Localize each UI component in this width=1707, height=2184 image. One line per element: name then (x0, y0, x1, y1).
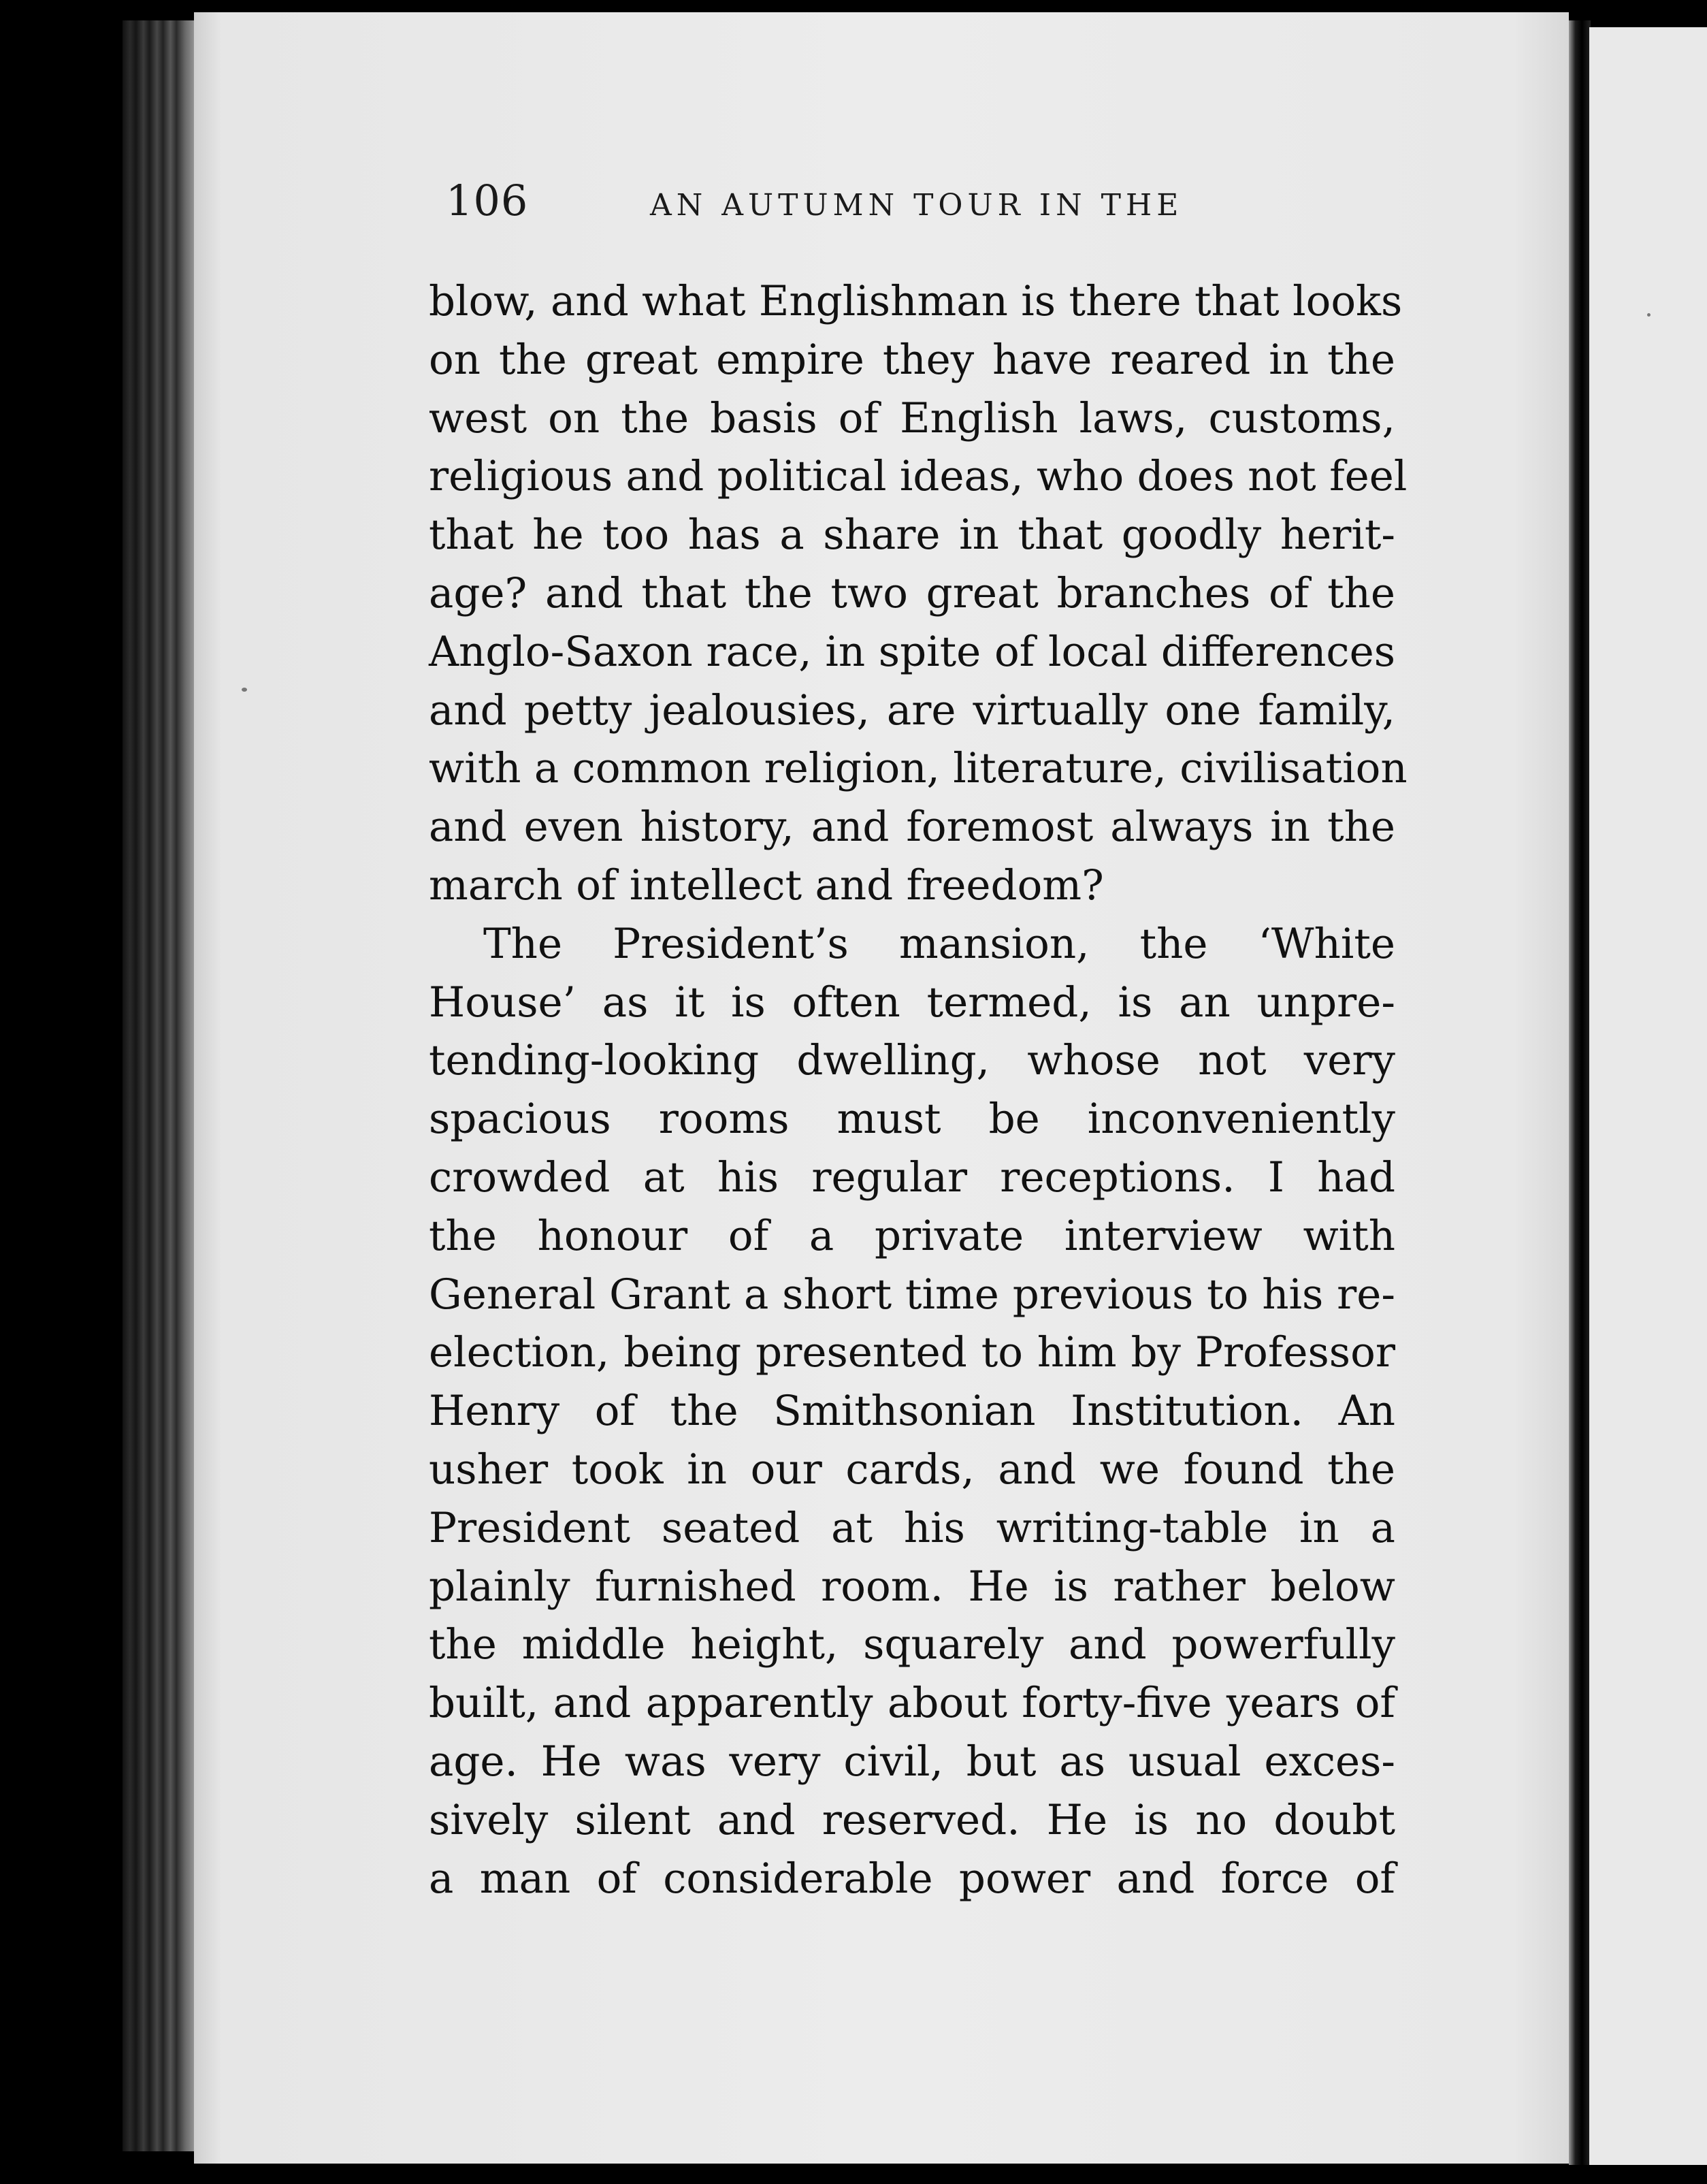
text-line: House’ as it is often termed, is an unpre- (429, 978, 1395, 1027)
text-line: crowded at his regular receptions. I had (429, 1153, 1395, 1202)
text-line: General Grant a short time previous to his re- (429, 1270, 1395, 1319)
text-line: blow, and what Englishman is there that looks (429, 277, 1403, 325)
page-number: 106 (446, 176, 529, 225)
text-line: sively silent and reserved. He is no doubt (429, 1795, 1395, 1844)
page-gutter (1569, 20, 1591, 2165)
text-line: religious and political ideas, who does not feel (429, 452, 1408, 501)
text-line: with a common religion, literature, civilisation (429, 744, 1408, 793)
text-line: age? and that the two great branches of the (429, 568, 1395, 617)
text-line: The President’s mansion, the ‘White (483, 919, 1395, 968)
next-page-edge (1589, 27, 1707, 2165)
text-line: the honour of a private interview with (429, 1211, 1395, 1260)
text-line: built, and apparently about forty-five years of (429, 1679, 1395, 1728)
text-line: and petty jealousies, are virtually one family, (429, 686, 1395, 735)
text-line: election, being presented to him by Professor (429, 1328, 1395, 1377)
text-line: on the great empire they have reared in the (429, 335, 1395, 384)
text-line: usher took in our cards, and we found the (429, 1445, 1395, 1494)
text-line: Henry of the Smithsonian Institution. An (429, 1387, 1395, 1436)
text-line: that he too has a share in that goodly herit- (429, 511, 1395, 560)
text-line: and even history, and foremost always in the (429, 803, 1395, 852)
text-line: a man of considerable power and force of (429, 1854, 1395, 1903)
text-line: President seated at his writing-table in a (429, 1503, 1395, 1552)
text-line: plainly furnished room. He is rather below (429, 1562, 1395, 1611)
text-line: tending-looking dwelling, whose not very (429, 1036, 1395, 1085)
text-line: the middle height, squarely and powerfully (429, 1620, 1395, 1669)
scan-speck (242, 688, 247, 692)
text-line: march of intellect and freedom? (429, 861, 1104, 910)
scan-speck (1647, 313, 1651, 317)
text-line: spacious rooms must be inconveniently (429, 1095, 1395, 1144)
body-text (429, 272, 1408, 1908)
text-line: age. He was very civil, but as usual exces- (429, 1737, 1395, 1786)
running-head (446, 176, 1399, 237)
running-title: AN AUTUMN TOUR IN THE (650, 188, 1184, 223)
page-edges (123, 20, 197, 2151)
text-line: Anglo-Saxon race, in spite of local differences (429, 627, 1395, 676)
text-line: west on the basis of English laws, customs, (429, 394, 1395, 443)
